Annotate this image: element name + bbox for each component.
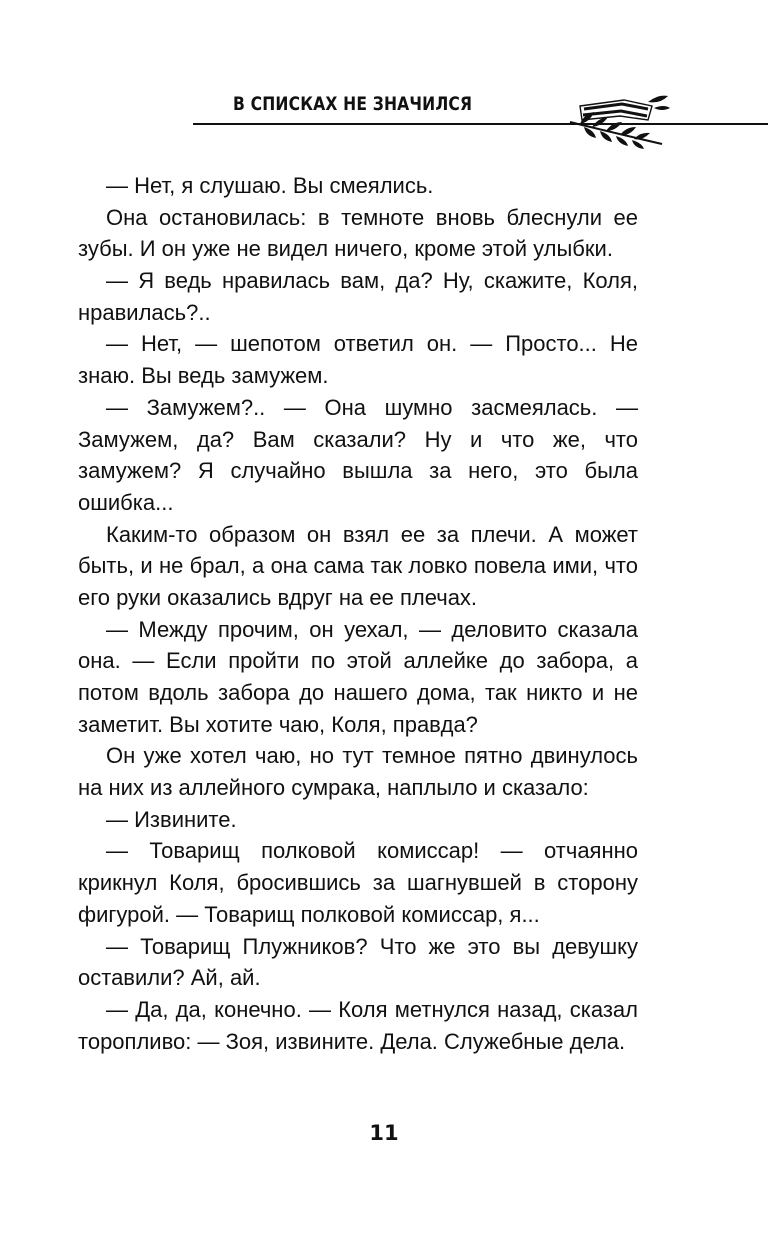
laurel-branch-ribbon-icon <box>562 92 672 150</box>
paragraph: Каким-то образом он взял ее за плечи. А может быть, и не брал, а она сама так ловко повела ими, что его руки оказались вдруг на ее плечах. <box>78 521 638 610</box>
paragraph: Он уже хотел чаю, но тут темное пятно двинулось на них из аллейного сумрака, наплыло и сказало: <box>78 743 638 801</box>
paragraph: — Извините. <box>106 806 237 832</box>
paragraph: Она остановилась: в темноте вновь блеснули ее зубы. И он уже не видел ничего, кроме этой улыбки. <box>78 204 638 262</box>
paragraph: — Нет, я слушаю. Вы смеялись. <box>106 173 434 198</box>
paragraph: — Я ведь нравилась вам, да? Ну, скажите, Коля, нравилась?.. <box>78 268 638 325</box>
paragraph: — Замужем?.. — Она шумно засмеялась. — Замужем, да? Вам сказали? Ну и что же, что замужем? Я случайно вышла за него, это была ошибка... <box>78 394 638 515</box>
paragraph: — Нет, — шепотом ответил он. — Просто... Не знаю. Вы ведь замужем. <box>78 331 638 389</box>
body-text <box>78 170 638 1057</box>
paragraph: — Да, да, конечно. — Коля метнулся назад, сказал торопливо: — Зоя, извините. Дела. Служебные дела. <box>78 996 638 1054</box>
running-header <box>0 92 768 152</box>
paragraph: — Товарищ полковой комиссар! — отчаянно крикнул Коля, бросившись за шагнувшей в сторону фигурой. — Товарищ полковой комиссар, я... <box>78 838 638 927</box>
header-rule <box>193 123 768 125</box>
paragraph: — Товарищ Плужников? Что же это вы девушку оставили? Ай, ай. <box>78 933 638 991</box>
page-number: 11 <box>369 1121 399 1145</box>
paragraph: — Между прочим, он уехал, — деловито сказала она. — Если пройти по этой аллейке до забора, а потом вдоль забора до нашего дома, так никто и не заметит. Вы хотите чаю, Коля, правда? <box>78 616 638 737</box>
running-header-title: В СПИСКАХ НЕ ЗНАЧИЛСЯ <box>233 93 473 115</box>
